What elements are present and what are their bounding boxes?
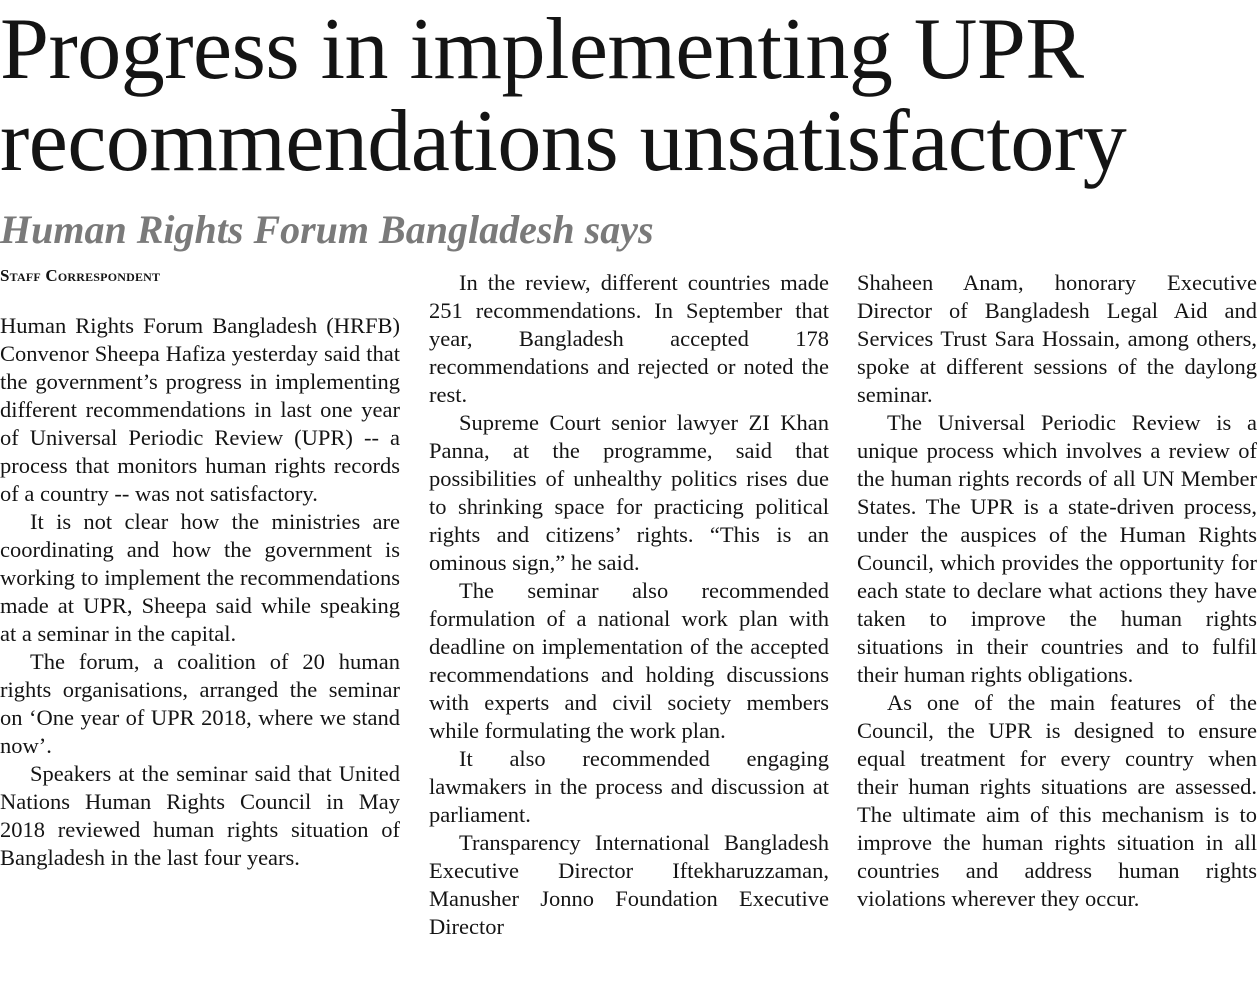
paragraph: The Universal Periodic Review is a unique process which involves a review of the human rights records of all UN Member States. The UPR is a state-driven process, under the auspices of the Human Rights Council, which provides the opportunity for each state to declare what actions they have taken to improve the human rights situations in their countries and to fulfil their human rights obligations. <box>857 410 1257 687</box>
paragraph: The seminar also recommended formulation of a national work plan with deadline on implementation of the accepted recommendations and holding discussions with experts and civil society members while formulating the work plan. <box>429 578 829 743</box>
byline: Staff Correspondent <box>0 266 161 285</box>
paragraph: Supreme Court senior lawyer ZI Khan Panna, at the programme, said that possibilities of unhealthy politics rises due to shrinking space for practicing political rights and citizens’ rights. “This is an ominous sign,” he said. <box>429 410 829 575</box>
paragraph: As one of the main features of the Council, the UPR is designed to ensure equal treatment for every country when their human rights situations are assessed. The ultimate aim of this mechanism is to improve the human rights situation in all countries and address human rights violations wherever they occur. <box>857 690 1257 911</box>
headline <box>0 1 1257 190</box>
paragraph: It also recommended engaging lawmakers in the process and discussion at parliament. <box>429 746 829 827</box>
paragraph: Transparency International Bangladesh Executive Director Iftekharuzzaman, Manusher Jonno Foundation Executive Director <box>429 830 829 939</box>
subheadline: Human Rights Forum Bangladesh says <box>0 207 654 252</box>
paragraph: In the review, different countries made 251 recommendations. In September that year, Bangladesh accepted 178 recommendations and rejected or noted the rest. <box>429 270 829 407</box>
headline-line-2: recommendations unsatisfactory <box>0 93 1127 190</box>
paragraph: Human Rights Forum Bangladesh (HRFB) Convenor Sheepa Hafiza yesterday said that the government’s progress in implementing different recommendations in last one year of Universal Periodic Review (UPR) -- a process that monitors human rights records of a country -- was not satisfactory. <box>0 313 400 506</box>
paragraph: It is not clear how the ministries are coordinating and how the government is working to implement the recommendations made at UPR, Sheepa said while speaking at a seminar in the capital. <box>0 509 400 646</box>
paragraph: The forum, a coalition of 20 human rights organisations, arranged the seminar on ‘One year of UPR 2018, where we stand now’. <box>0 649 400 758</box>
headline-line-1: Progress in implementing UPR <box>0 1 1084 98</box>
article-column-3 <box>857 269 1257 913</box>
paragraph: Shaheen Anam, honorary Executive Director of Bangladesh Legal Aid and Services Trust Sara Hossain, among others, spoke at different sessions of the daylong seminar. <box>857 270 1257 407</box>
article-column-1 <box>0 312 400 872</box>
article-column-2 <box>429 269 829 941</box>
paragraph: Speakers at the seminar said that United Nations Human Rights Council in May 2018 reviewed human rights situation of Bangladesh in the last four years. <box>0 761 400 870</box>
